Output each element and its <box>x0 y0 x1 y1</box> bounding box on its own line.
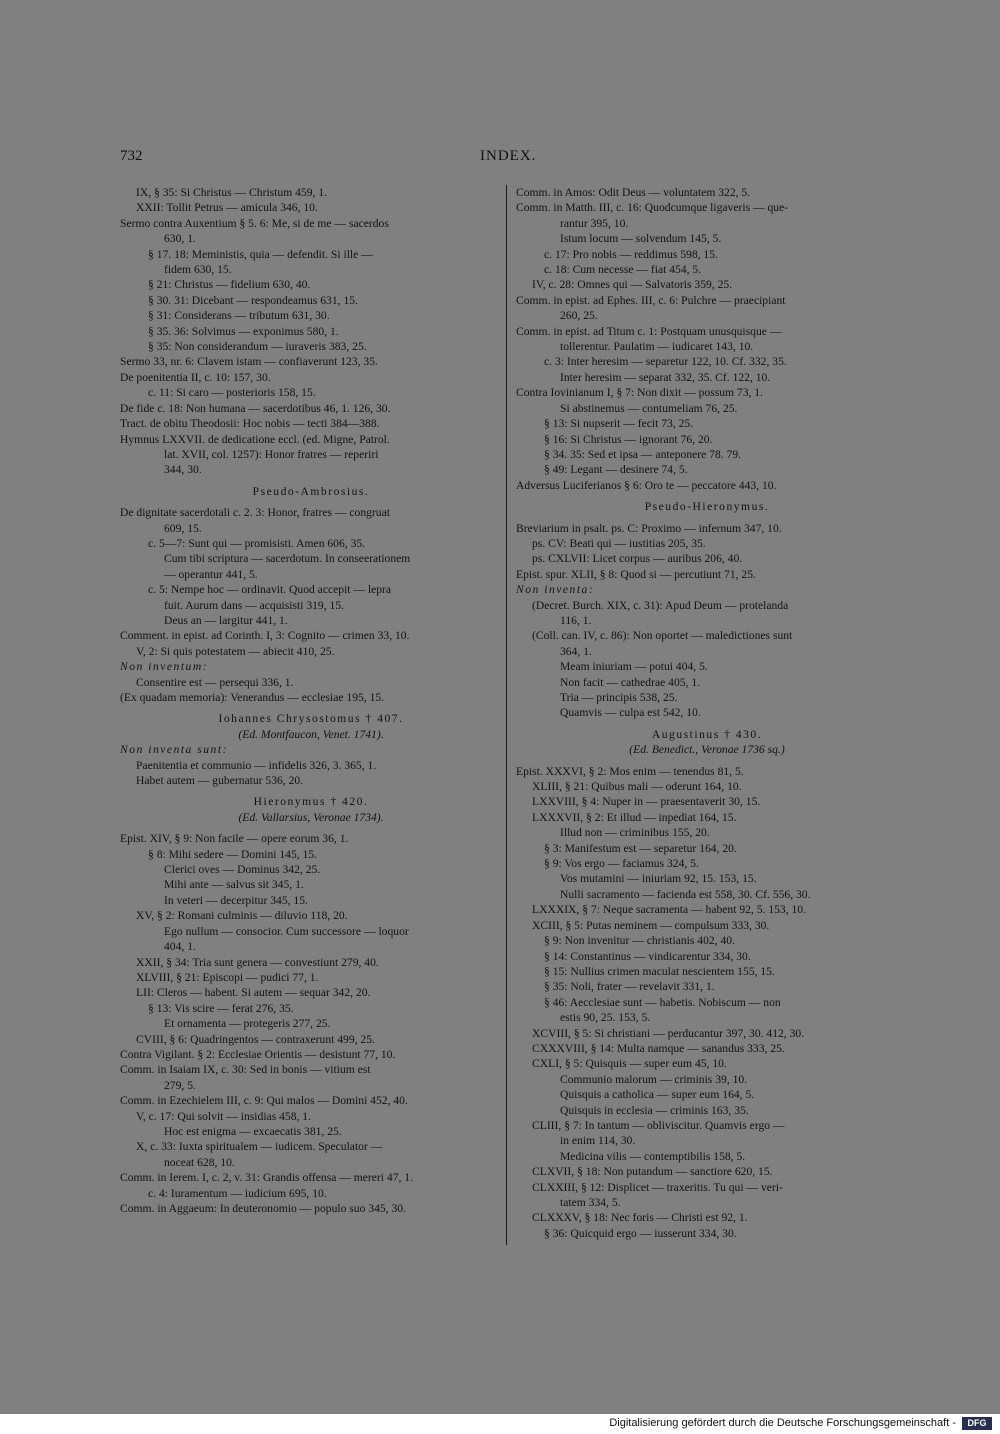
index-line: Quamvis — culpa est 542, 10. <box>560 706 701 720</box>
index-line: De poenitentia II, c. 10: 157, 30. <box>120 370 271 384</box>
index-line: Adversus Luciferianos § 6: Oro te — peccatore 443, 10. <box>516 478 777 492</box>
index-line: Medicina vilis — contemptibilis 158, 5. <box>560 1149 746 1163</box>
index-line: Hymnus LXXVII. de dedicatione eccl. (ed. Migne, Patrol. <box>120 432 390 446</box>
index-line: Habet autem — gubernatur 536, 20. <box>136 774 304 788</box>
index-line: c. 3: Inter heresim — separetur 122, 10. Cf. 332, 35. <box>544 355 787 369</box>
index-line: 260, 25. <box>560 309 598 323</box>
index-line: (Ed. Vallarsius, Veronae 1734). <box>238 810 384 824</box>
index-line: (Ed. Benedict., Veronae 1736 sq.) <box>629 743 785 757</box>
index-line: c. 17: Pro nobis — reddimus 598, 15. <box>544 247 718 261</box>
index-line: lat. XVII, col. 1257): Honor fratres — reperiri <box>164 447 379 461</box>
column-divider <box>506 185 507 1245</box>
index-line: Si abstinemus — contumeliam 76, 25. <box>560 401 738 415</box>
index-line: CLIII, § 7: In tantum — obliviscitur. Quamvis ergo — <box>532 1118 785 1132</box>
index-line: XCVIII, § 5: Si christiani — perducantur 397, 30. 412, 30. <box>532 1026 805 1040</box>
index-line: 630, 1. <box>164 232 196 246</box>
index-line: Contra Vigilant. § 2: Ecclesiae Orientis — desistunt 77, 10. <box>120 1047 396 1061</box>
index-line: noceat 628, 10. <box>164 1155 235 1169</box>
index-line: § 21: Christus — fidelium 630, 40. <box>148 278 311 292</box>
index-line: rantur 395, 10. <box>560 216 629 230</box>
index-line: Clerici oves — Dominus 342, 25. <box>164 863 321 877</box>
index-line: Non inventa: <box>516 583 595 597</box>
index-line: 344, 30. <box>164 463 202 477</box>
index-line: § 36: Quicquid ergo — iusserunt 334, 30. <box>544 1226 737 1240</box>
page-number: 732 <box>120 148 143 164</box>
index-line: V, 2: Si quis potestatem — abiecit 410, 25. <box>136 644 335 658</box>
index-line: LXXXVII, § 2: Et illud — inpediat 164, 15. <box>532 810 737 824</box>
index-line: tollerentur. Paulatim — iudicaret 143, 10. <box>560 340 754 354</box>
index-line: Nulli sacramento — facienda est 558, 30. Cf. 556, 30. <box>560 887 811 901</box>
index-line: In veteri — decerpitur 345, 15. <box>164 893 308 907</box>
index-line: Illud non — criminibus 155, 20. <box>560 826 710 840</box>
index-line: Inter heresim — separat 332, 35. Cf. 122, 10. <box>560 370 771 384</box>
index-line: Hieronymus † 420. <box>253 795 369 809</box>
index-line: CLXXXV, § 18: Nec foris — Christi est 92, 1. <box>532 1211 748 1225</box>
index-line: § 13: Vis scire — ferat 276, 35. <box>148 1001 294 1015</box>
index-line: XCIII, § 5: Putas neminem — compulsum 333, 30. <box>532 918 770 932</box>
index-line: § 35: Non considerandum — iuraveris 383, 25. <box>148 340 367 354</box>
index-line: 609, 15. <box>164 521 202 535</box>
index-line: CVIII, § 6: Quadringentos — contraxerunt 499, 25. <box>136 1032 375 1046</box>
index-line: XXII: Tollit Petrus — amicula 346, 10. <box>136 201 318 215</box>
index-line: Tria — principis 538, 25. <box>560 691 678 704</box>
index-line: (Ex quadam memoria): Venerandus — ecclesiae 195, 15. <box>120 691 385 704</box>
index-line: Istum locum — solvendum 145, 5. <box>560 232 722 246</box>
index-line: c. 5—7: Sunt qui — promisisti. Amen 606, 35. <box>148 536 366 550</box>
index-line: CXLI, § 5: Quisquis — super eum 45, 10. <box>532 1057 727 1071</box>
index-line: De fide c. 18: Non humana — sacerdotibus 46, 1. 126, 30. <box>120 401 391 415</box>
index-line: XLVIII, § 21: Episcopi — pudici 77, 1. <box>136 970 319 984</box>
index-line: Tract. de obitu Theodosii: Hoc nobis — tecti 384—388. <box>120 417 380 431</box>
index-line: (Ed. Montfaucon, Venet. 1741). <box>238 727 384 741</box>
index-line: § 17. 18: Meministis, quia — defendit. Si ille — <box>148 247 373 261</box>
index-line: 116, 1. <box>560 613 592 627</box>
index-line: § 30. 31: Dicebant — respondeamus 631, 15. <box>148 293 358 307</box>
index-line: Breviarium in psalt. ps. C: Proximo — infernum 347, 10. <box>516 521 782 535</box>
index-line: Non inventum: <box>120 660 209 674</box>
index-line: § 31: Considerans — tributum 631, 30. <box>148 309 330 323</box>
index-line: fidem 630, 15. <box>164 263 232 277</box>
index-line: LXXXIX, § 7: Neque sacramenta — habent 92, 5. 153, 10. <box>532 903 806 917</box>
index-line: tatem 334, 5. <box>560 1196 621 1209</box>
index-line: Comm. in Matth. III, c. 16: Quodcumque ligaveris — que- <box>516 201 789 215</box>
index-line: Ego nullum — consocior. Cum successore — loquor <box>164 924 409 938</box>
index-line: 279, 5. <box>164 1078 196 1092</box>
index-line: CLXVII, § 18: Non putandum — sanctiore 620, 15. <box>532 1165 773 1179</box>
index-line: Et ornamenta — protegeris 277, 25. <box>164 1017 331 1031</box>
index-line: De dignitate sacerdotali c. 2. 3: Honor, fratres — congruat <box>120 506 390 520</box>
index-line: Non inventa sunt: <box>120 743 228 757</box>
index-line: c. 5: Nempe hoc — ordinavit. Quod accepit — lepra <box>148 583 392 597</box>
index-line: in enim 114, 30. <box>560 1134 636 1148</box>
index-line: § 8: Mihi sedere — Domini 145, 15. <box>148 847 318 861</box>
index-line: Mihi ante — salvus sit 345, 1. <box>164 878 304 892</box>
index-line: § 3: Manifestum est — separetur 164, 20. <box>544 841 737 855</box>
index-line: § 34. 35: Sed et ipsa — anteponere 78. 79. <box>544 447 742 461</box>
index-line: Consentire est — persequi 336, 1. <box>136 675 294 689</box>
index-line: CLXXIII, § 12: Displicet — traxeritis. Tu qui — veri- <box>532 1180 783 1194</box>
index-line: Comm. in Isaiam IX, c. 30: Sed in bonis — vitium est <box>120 1063 371 1077</box>
index-line: IV, c. 28: Omnes qui — Salvatoris 359, 25. <box>532 278 733 292</box>
index-line: § 35. 36: Solvimus — exponimus 580, 1. <box>148 324 339 338</box>
index-line: XXII, § 34: Tria sunt genera — convestiunt 279, 40. <box>136 955 379 969</box>
index-line: Sermo 33, nr. 6: Clavem istam — confiaverunt 123, 35. <box>120 355 378 369</box>
index-line: Comm. in Ierem. I, c. 2, v. 31: Grandis offensa — mereri 47, 1. <box>120 1171 413 1185</box>
index-line: Comm. in epist. ad Titum c. 1: Postquam unusquisque — <box>516 324 782 338</box>
index-line: (Coll. can. IV, c. 86): Non oportet — maledictiones sunt <box>532 629 793 643</box>
index-line: 364, 1. <box>560 644 592 658</box>
index-line: Epist. spur. XLII, § 8: Quod si — percutiunt 71, 25. <box>516 567 756 581</box>
index-line: § 46: Aecclesiae sunt — habetis. Nobiscum — non <box>544 995 781 1009</box>
index-line: fuit. Aurum dans — acquisisti 319, 15. <box>164 598 345 612</box>
index-line: Iohannes Chrysostomus † 407. <box>218 712 404 726</box>
dfg-logo: DFG <box>962 1417 992 1430</box>
index-line: Non facit — cathedrae 405, 1. <box>560 675 701 689</box>
index-line: § 9: Non invenitur — christianis 402, 40. <box>544 934 735 948</box>
index-line: Vos mutamini — iniuriam 92, 15. 153, 15. <box>560 872 757 886</box>
index-line: XV, § 2: Romani culminis — diluvio 118, 20. <box>136 909 348 923</box>
index-line: (Decret. Burch. XIX, c. 31): Apud Deum — protelanda <box>532 598 789 612</box>
index-line: Cum tibi scriptura — sacerdotum. In conseerationem <box>164 552 411 566</box>
index-line: § 49: Legant — desinere 74, 5. <box>544 463 688 477</box>
index-line: Comm. in Aggaeum: In deuteronomio — populo suo 345, 30. <box>120 1202 406 1215</box>
index-line: ps. CXLVII: Licet corpus — auribus 206, 40. <box>532 552 743 566</box>
index-line: § 35: Noli, frater — revelavit 331, 1. <box>544 980 715 994</box>
index-line: c. 11: Si caro — posterioris 158, 15. <box>148 386 316 400</box>
page-header <box>120 148 537 168</box>
index-line: 404, 1. <box>164 940 196 954</box>
index-line: estis 90, 25. 153, 5. <box>560 1011 651 1025</box>
index-line: § 14: Constantinus — vindicarentur 334, 30. <box>544 949 751 963</box>
index-line: Quisquis in ecclesia — criminis 163, 35. <box>560 1103 749 1117</box>
index-line: LII: Cleros — habent. Si autem — sequar 342, 20. <box>136 986 371 1000</box>
index-line: Comm. in Ezechielem III, c. 9: Qui malos — Domini 452, 40. <box>120 1094 408 1108</box>
index-line: CXXXVIII, § 14: Multa namque — sanandus 333, 25. <box>532 1041 785 1055</box>
footer-bar <box>0 1414 1000 1434</box>
left-column <box>120 185 502 1216</box>
index-line: Deus an — largitur 441, 1. <box>164 613 288 627</box>
index-line: Hoc est enigma — excaecatis 381, 25. <box>164 1124 342 1138</box>
index-line: — operantur 441, 5. <box>164 567 258 581</box>
page-title: INDEX. <box>480 148 537 164</box>
index-line: Comm. in epist. ad Ephes. III, c. 6: Pulchre — praecipiant <box>516 293 786 307</box>
index-line: Paenitentia et communio — infidelis 326, 3. 365, 1. <box>136 758 377 772</box>
index-line: Comment. in epist. ad Corinth. I, 3: Cognito — crimen 33, 10. <box>120 629 410 643</box>
index-line: XLIII, § 21: Quibus mali — oderunt 164, 10. <box>532 780 742 794</box>
index-line: IX, § 35: Si Christus — Christum 459, 1. <box>136 186 327 199</box>
funding-notice: Digitalisierung gefördert durch die Deutsche Forschungsgemeinschaft - <box>609 1417 956 1429</box>
index-line: § 16: Si Christus — ignorant 76, 20. <box>544 432 713 446</box>
index-line: Meam iniuriam — potui 404, 5. <box>560 660 708 674</box>
index-line: Epist. XXXVI, § 2: Mos enim — tenendus 81, 5. <box>516 764 744 778</box>
index-line: Sermo contra Auxentium § 5. 6: Me, si de me — sacerdos <box>120 216 389 230</box>
index-line: § 9: Vos ergo — faciamus 324, 5. <box>544 857 699 871</box>
index-line: c. 4: Iuramentum — iudicium 695, 10. <box>148 1186 327 1200</box>
index-line: c. 18: Cum necesse — fiat 454, 5. <box>544 263 702 277</box>
index-line: ps. CV: Beati qui — iustitias 205, 35. <box>532 536 706 550</box>
index-line: Quisquis a catholica — super eum 164, 5. <box>560 1088 755 1102</box>
index-line: LXXVIII, § 4: Nuper in — praesentaverit 30, 15. <box>532 795 761 809</box>
index-line: Comm. in Amos: Odit Deus — voluntatem 322, 5. <box>516 186 751 199</box>
index-line: Pseudo-Ambrosius. <box>252 484 370 498</box>
index-line: Epist. XIV, § 9: Non facile — opere eorum 36, 1. <box>120 832 349 846</box>
index-line: X, c. 33: Iuxta spiritualem — iudicem. Speculator — <box>136 1140 383 1154</box>
index-line: Communio malorum — criminis 39, 10. <box>560 1072 748 1086</box>
index-line: § 15: Nullius crimen maculat nescientem 155, 15. <box>544 964 775 978</box>
right-column <box>516 185 898 1241</box>
index-line: V, c. 17: Qui solvit — insidias 458, 1. <box>136 1109 311 1123</box>
index-line: Contra Iovinianum I, § 7: Non dixit — possum 73, 1. <box>516 386 764 400</box>
index-line: Pseudo-Hieronymus. <box>644 500 770 514</box>
index-line: Augustinus † 430. <box>651 727 763 741</box>
index-line: § 13: Si nupserit — fecit 73, 25. <box>544 417 694 431</box>
